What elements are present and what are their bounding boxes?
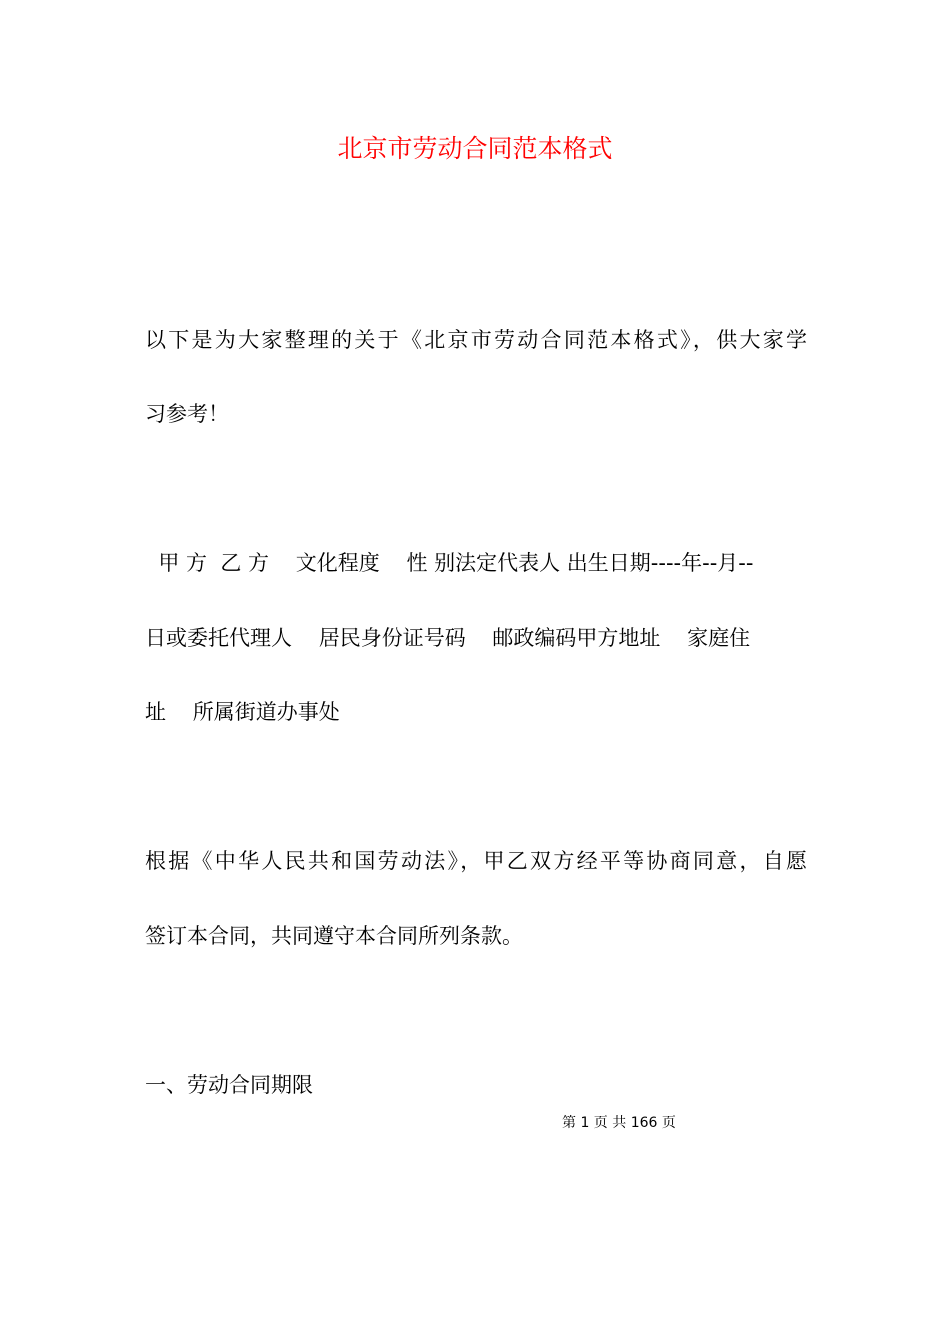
parties-line-1: 甲 方 乙 方 文化程度 性 别法定代表人 出生日期----年--月--: [145, 551, 754, 575]
parties-line-3: 址 所属街道办事处: [145, 700, 340, 724]
basis-line-2: 签订本合同，共同遵守本合同所列条款。: [145, 924, 523, 948]
basis-line-1: 根据《中华人民共和国劳动法》，甲乙双方经平等协商同意，自愿: [145, 849, 807, 873]
intro-line-1: 以下是为大家整理的关于《北京市劳动合同范本格式》，供大家学: [145, 328, 807, 352]
parties-line-2: 日或委托代理人 居民身份证号码 邮政编码甲方地址 家庭住: [145, 626, 751, 650]
page-footer: 第 1 页 共 166 页: [562, 1115, 676, 1131]
intro-line-2: 习参考！: [145, 402, 229, 426]
document-title: 北京市劳动合同范本格式: [337, 134, 613, 163]
section-heading: 一、劳动合同期限: [145, 1073, 313, 1097]
